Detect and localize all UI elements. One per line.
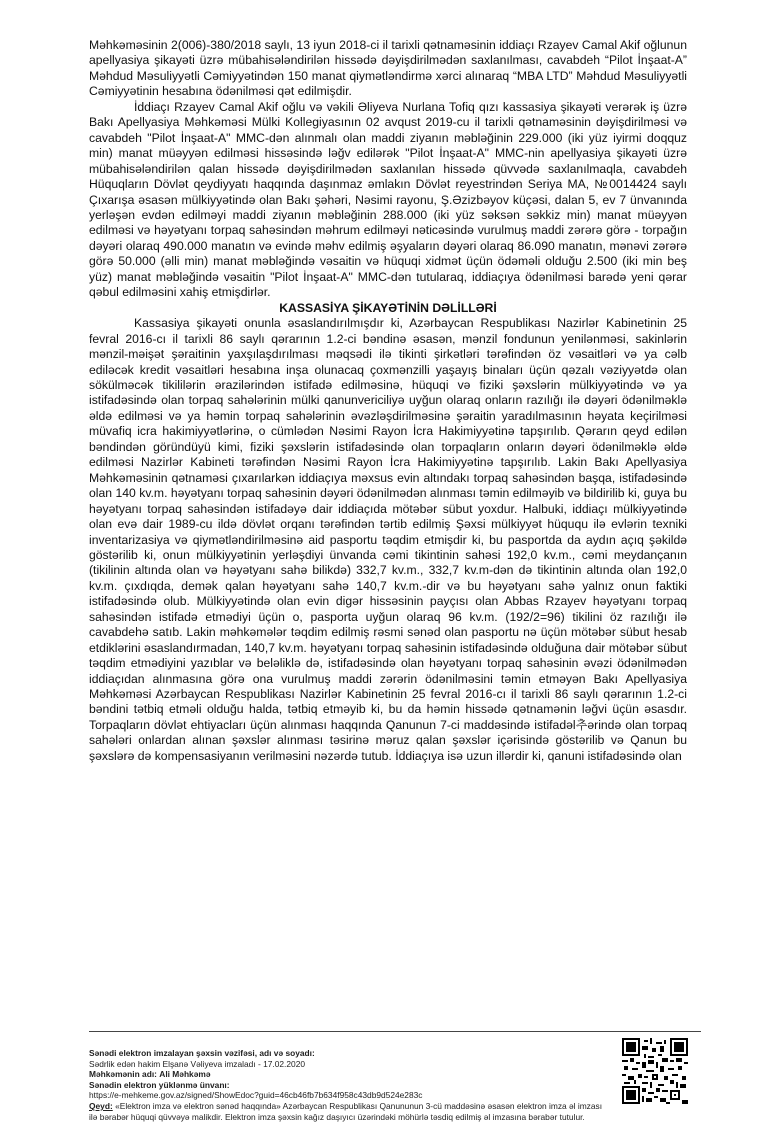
signature-footer xyxy=(89,1048,609,1122)
footer-divider xyxy=(89,1031,701,1032)
legal-note xyxy=(89,1101,609,1122)
court-line xyxy=(89,1069,609,1080)
document-body xyxy=(89,38,687,764)
paragraph-cassation-request: İddiaçı Rzayev Camal Akif oğlu və vəkili Əliyeva Nurlana Tofiq qızı kassasiya şikayəti verərək iş üzrə Bakı Apellyasiya Məhkəməsi Mülki Kollegiyasının 02 avqust 2019-cu il tarixli qətnaməsinin dəyişdirilməsi və cavabdeh "Pilot İnşaat-A" MMC-dən alınmalı olan maddi ziyanın məbləğinin 229.000 (iki yüz iyirmi doqquz min) manat müəyyən edilməsi hissəsində ləğv edilərək "Pilot İnşaat-A" MMC-nin apellyasiya şikayəti üzrə mübahisələndirilən qalan hissədə dəyişdirilmədən saxlanılan hissədə qüvvədə saxlanılmaqla, cavabdeh Hüquqların Dövlət qeydiyyatı haqqında daşınmaz əmlakın Dövlət reyestrindən Seriya MA, №0014424 saylı Çıxarışa əsasən mülkiyyətində olan Bakı şəhəri, Nəsimi rayonu, Ş.Əzizbəyov küçəsi, dalan 5, ev 7 ünvanında yerləşən evdən edilməyi maddi ziyanın məbləğinin 288.000 (iki yüz səksən səkkiz min) manat müəyyən edilməsi və həyətyanı torpaq sahəsindən məhrum edilməyi nəticəsində vurulmuş maddi zərərə görə - torpağın dəyəri olaraq 490.000 manatın və evində məhv edilmiş əşyaların dəyəri olaraq 86.090 manatın, mənəvi zərərə görə 50.000 (əlli min) manat məbləğində vəsaitin və hüquqi xidmət üçün ödəməli olduğu 2.500 (iki min beş yüz) manat məbləğində vəsaitin "Pilot İnşaat-A" MMC-dən tutularaq, iddiaçıya ödənilməsi barədə yeni qərar qəbul edilməsini xahiş etmişdirlər. xyxy=(89,99,687,300)
signer-title: Sənədi elektron imzalayan şəxsin vəzifəsi, adı və soyadı: xyxy=(89,1048,315,1058)
note-label: Qeyd: xyxy=(89,1100,113,1111)
court-label: Məhkəmənin adı: xyxy=(89,1069,157,1080)
paragraph-verdict-continuation: Məhkəməsinin 2(006)-380/2018 saylı, 13 iyun 2018-ci il tarixli qətnaməsinin iddiaçı Rzayev Camal Akif oğlunun apellyasiya şikayəti üzrə mübahisələndirilən hissədə dəyişdirilmədən saxlanılması, cavabdeh “Pilot İnşaat-A” Məhdud Məsuliyyətli Cəmiyyətindən 150 manat qiymətləndirmə xərci alınaraq “MBA LTD” Məhdud Məsuliyyətli Cəmiyyətinin hesabına ödənilməsi qət edilmişdir. xyxy=(89,38,687,99)
paragraph-cassation-arguments: Kassasiya şikayəti onunla əsaslandırılmışdır ki, Azərbaycan Respublikası Nazirlər Kabinetinin 25 fevral 2016-cı il tarixli 86 saylı qərarının 1.2-ci bəndinə əsasən, mənzil fondunun yenilənməsi, sakinlərin mənzil-məişət şəraitinin yaxşılaşdırılması məqsədi ilə tikinti şirkətləri tərəfindən öz vəsaitləri və ya cəlb ediləcək kredit vəsaitləri hesabına inşa olunacaq çoxmənzilli yaşayış binaları üçün qəzalı vəziyyətdə olan sökülməcək tikililərin ərazilərindən istifadə edilməsinə, hüquqi və fiziki şəxslərin mülkiyyətində və ya istifadəsində olan torpaq sahələrinin mülki qanunvericiliyə uyğun olaraq onların razılığı ilə dəyəri ödənilməklə əldə edilməsi və ya həmin torpaq sahələrinin əvəzləşdirilməsinə şəraitin yaradılmasının həyata keçirilməsi müvafiq icra hakimiyyətlərinə, o cümlədən Nəsimi Rayon İcra Hakimiyyətinə tapşırılıb. Qərarın qeyd edilən bəndindən göründüyü kimi, fiziki şəxslərin istifadəsində olan torpaqların onların dəyəri ödənilməklə əldə edilməsi Nazirlər Kabineti tərəfindən Nəsimi Rayon İcra Hakimiyyətinə tapşırılıb. Lakin Bakı Apellyasiya Məhkəməsinin qətnaməsi çıxarılarkən iddiaçıya məxsus evin altındakı torpaq sahəsindən başqa, istifadəsində olan 140 kv.m. həyətyanı torpaq sahəsinin dəyəri ödənilmədən alınması təmin edilməyib və bildirilib ki, guya bu həyətyanı torpaq sahəsindən istifadəyə dair iddiaçıda mötəbər sübut yoxdur. Halbuki, iddiaçı mülkiyyətində olan evə dair 1989-cu ildə dövlət orqanı tərəfindən tərtib edilmiş Şəxsi mülkiyyət hüququ ilə evlərin texniki inventarizasiya və qiymətləndirilməsinə aid pasportu təqdim etmişdir ki, bu pasportda da aydın açıq şəkildə göstərilib ki, onun mülkiyyətinin yerləşdiyi ünvanda cəmi tikintinin sahəsi 192,0 kv.m., cəmi meydançanın (tikilinin altında olan və həyətyanı sahə bilikdə) 332,7 kv.m., 332,7 kv.m-dən də tikintinin altında olan 192,0 kv.m. çıxdıqda, demək qalan həyətyanı sahə 140,7 kv.m.-dir və bu həyətyanı sahə yalnız onun faktiki istifadəsində olub. Mülkiyyətində olan evin digər hissəsinin payçısı olan Abbas Rzayev həyətyanı torpaq sahəsindən istifadə etmədiyi üçün o, pasporta uyğun olaraq 96 kv.m. (192/2=96) tikilini öz razılığı ilə cavabdehə satıb. Lakin məhkəmələr təqdim edilmiş rəsmi sənəd olan pasportu nə üçün mötəbər sübut hesab etdiklərini əsaslandırmadan, 140,7 kv.m. həyətyanı torpaq sahəsinin istifadəsində olduğuna dair mötəbər sübut təqdim etmədiyini yazıblar və beləliklə də, istifadəsində olan həyətyanı torpaq sahəsinin əvəzi ödənilmədən iddiaçıdan alınmasına görə ona vurulmuş maddi zərərin ödənilməsini təmin etməyən Bakı Apellyasiya Məhkəməsi Azərbaycan Respublikası Nazirlər Kabinetinin 25 fevral 2016-cı il tarixli 86 saylı qərarının 1.2-ci bəndini tətbiq etməli olduğu halda, tətbiq etməyib ki, bu da həmin hissədə qətnamənin ləğvi üçün əsasdır. Torpaqların dövlət ehtiyacları üçün alınması haqqında Qanunun 7-ci maddəsində istifadəl추ərində olan torpaq sahələri onlardan alınan şəxslər alınması təsirinə məruz qalan şəxslər içərisində göstərilib və Qanun bu şəxslərə də kompensasiyanın verilməsini nəzərdə tutub. İddiaçıya isə uzun illərdir ki, qanuni istifadəsində olan xyxy=(89,316,687,763)
section-heading: KASSASİYA ŞİKAYƏTİNİN DƏLİLLƏRİ xyxy=(279,300,497,315)
note-text: «Elektron imza və elektron sənəd haqqında» Azərbaycan Respublikası Qanununun 3-cü maddəsinə əsasən elektron imza əl imzası ilə bərabər hüquqi qüvvəyə malikdir. Elektron imza şəxsin kağız daşıyıcı üzərindəki möhürlə təsdiq edilmiş əl imzasına bərabər tutulur. xyxy=(89,1100,603,1122)
court-value: Ali Məhkəmə xyxy=(159,1069,211,1080)
qr-code-icon xyxy=(622,1038,688,1104)
document-url-link[interactable]: https://e-mehkeme.gov.az/signed/ShowEdoc?guid=46cb46fb7b634f958c43db9d524e283c xyxy=(89,1090,423,1101)
address-label: Sənədin elektron yüklənmə ünvanı: xyxy=(89,1079,230,1090)
signer-value: Sədrlik edən hakim Elşanə Vəliyeva imzaladı - 17.02.2020 xyxy=(89,1058,306,1069)
